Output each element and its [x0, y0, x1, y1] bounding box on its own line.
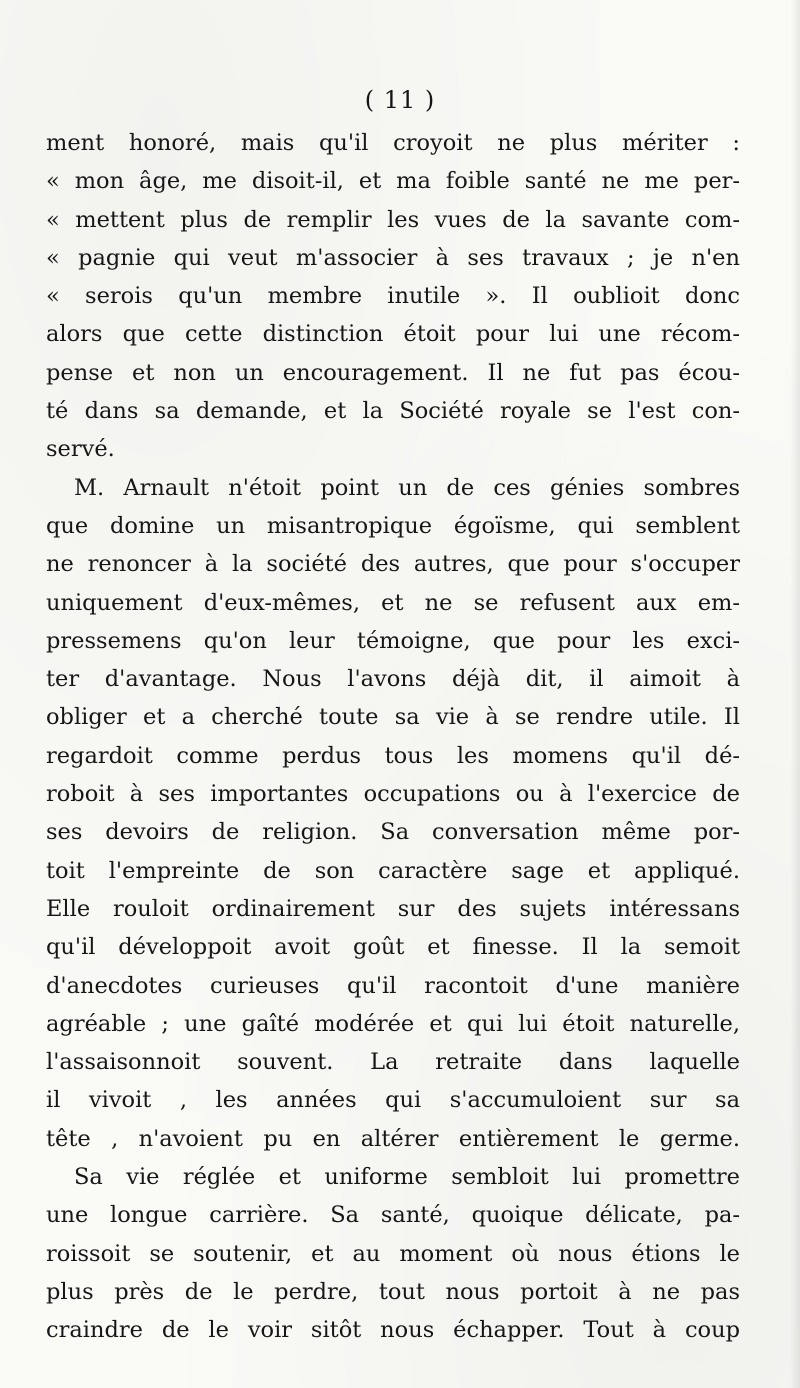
text-line: uniquement d'eux-mêmes, et ne se refusent aux em- [46, 589, 740, 616]
text-line: servé. [46, 436, 115, 463]
text-line: qu'il développoit avoit goût et finesse. Il la semoit [46, 934, 740, 961]
text-line: « mettent plus de remplir les vues de la savante com- [46, 206, 740, 233]
text-line: ment honoré, mais qu'il croyoit ne plus mériter : [46, 130, 740, 156]
text-line: pressemens qu'on leur témoigne, que pour les exci- [46, 627, 740, 654]
text-line: alors que cette distinction étoit pour lui une récom- [46, 321, 740, 348]
text-line: l'assaisonnoit souvent. La retraite dans laquelle [46, 1049, 740, 1076]
text-line: pense et non un encouragement. Il ne fut pas écou- [46, 359, 740, 386]
text-line: ses devoirs de religion. Sa conversation même por- [46, 819, 740, 846]
text-line: agréable ; une gaîté modérée et qui lui étoit naturelle, [46, 1010, 740, 1037]
text-line: craindre de le voir sitôt nous échapper. Tout à coup [46, 1317, 740, 1344]
text-line: té dans sa demande, et la Société royale se l'est con- [46, 398, 740, 425]
text-line: tête , n'avoient pu en altérer entièrement le germe. [46, 1125, 740, 1152]
paragraph-start-line: M. Arnault n'étoit point un de ces génies sombres [74, 474, 740, 501]
text-line: plus près de le perdre, tout nous portoit à ne pas [46, 1278, 740, 1305]
text-line: roboit à ses importantes occupations ou à l'exercice de [46, 781, 740, 808]
text-line: ter d'avantage. Nous l'avons déjà dit, il aimoit à [46, 666, 740, 693]
text-line: il vivoit , les années qui s'accumuloient sur sa [46, 1087, 740, 1114]
paragraph-start-line: Sa vie réglée et uniforme sembloit lui promettre [74, 1164, 740, 1191]
text-line: « mon âge, me disoit-il, et ma foible santé ne me per- [46, 168, 740, 195]
text-line: roissoit se soutenir, et au moment où nous étions le [46, 1240, 740, 1267]
text-line: toit l'empreinte de son caractère sage et appliqué. [46, 857, 740, 884]
text-line: obliger et a cherché toute sa vie à se rendre utile. Il [46, 704, 740, 731]
text-line: regardoit comme perdus tous les momens qu'il dé- [46, 742, 740, 769]
text-line: d'anecdotes curieuses qu'il racontoit d'une manière [46, 972, 740, 999]
text-line: ne renoncer à la société des autres, que pour s'occuper [46, 551, 740, 578]
text-line: « serois qu'un membre inutile ». Il oublioit donc [46, 283, 740, 310]
text-line: une longue carrière. Sa santé, quoique délicate, pa- [46, 1202, 740, 1229]
body-text [46, 124, 740, 1350]
page-number: ( 11 ) [364, 86, 436, 114]
text-line: que domine un misantropique égoïsme, qui semblent [46, 512, 740, 539]
text-line: Elle rouloit ordinairement sur des sujets intéressans [46, 895, 740, 922]
text-line: « pagnie qui veut m'associer à ses travaux ; je n'en [46, 244, 740, 271]
page-edge-shadow [790, 0, 800, 1388]
